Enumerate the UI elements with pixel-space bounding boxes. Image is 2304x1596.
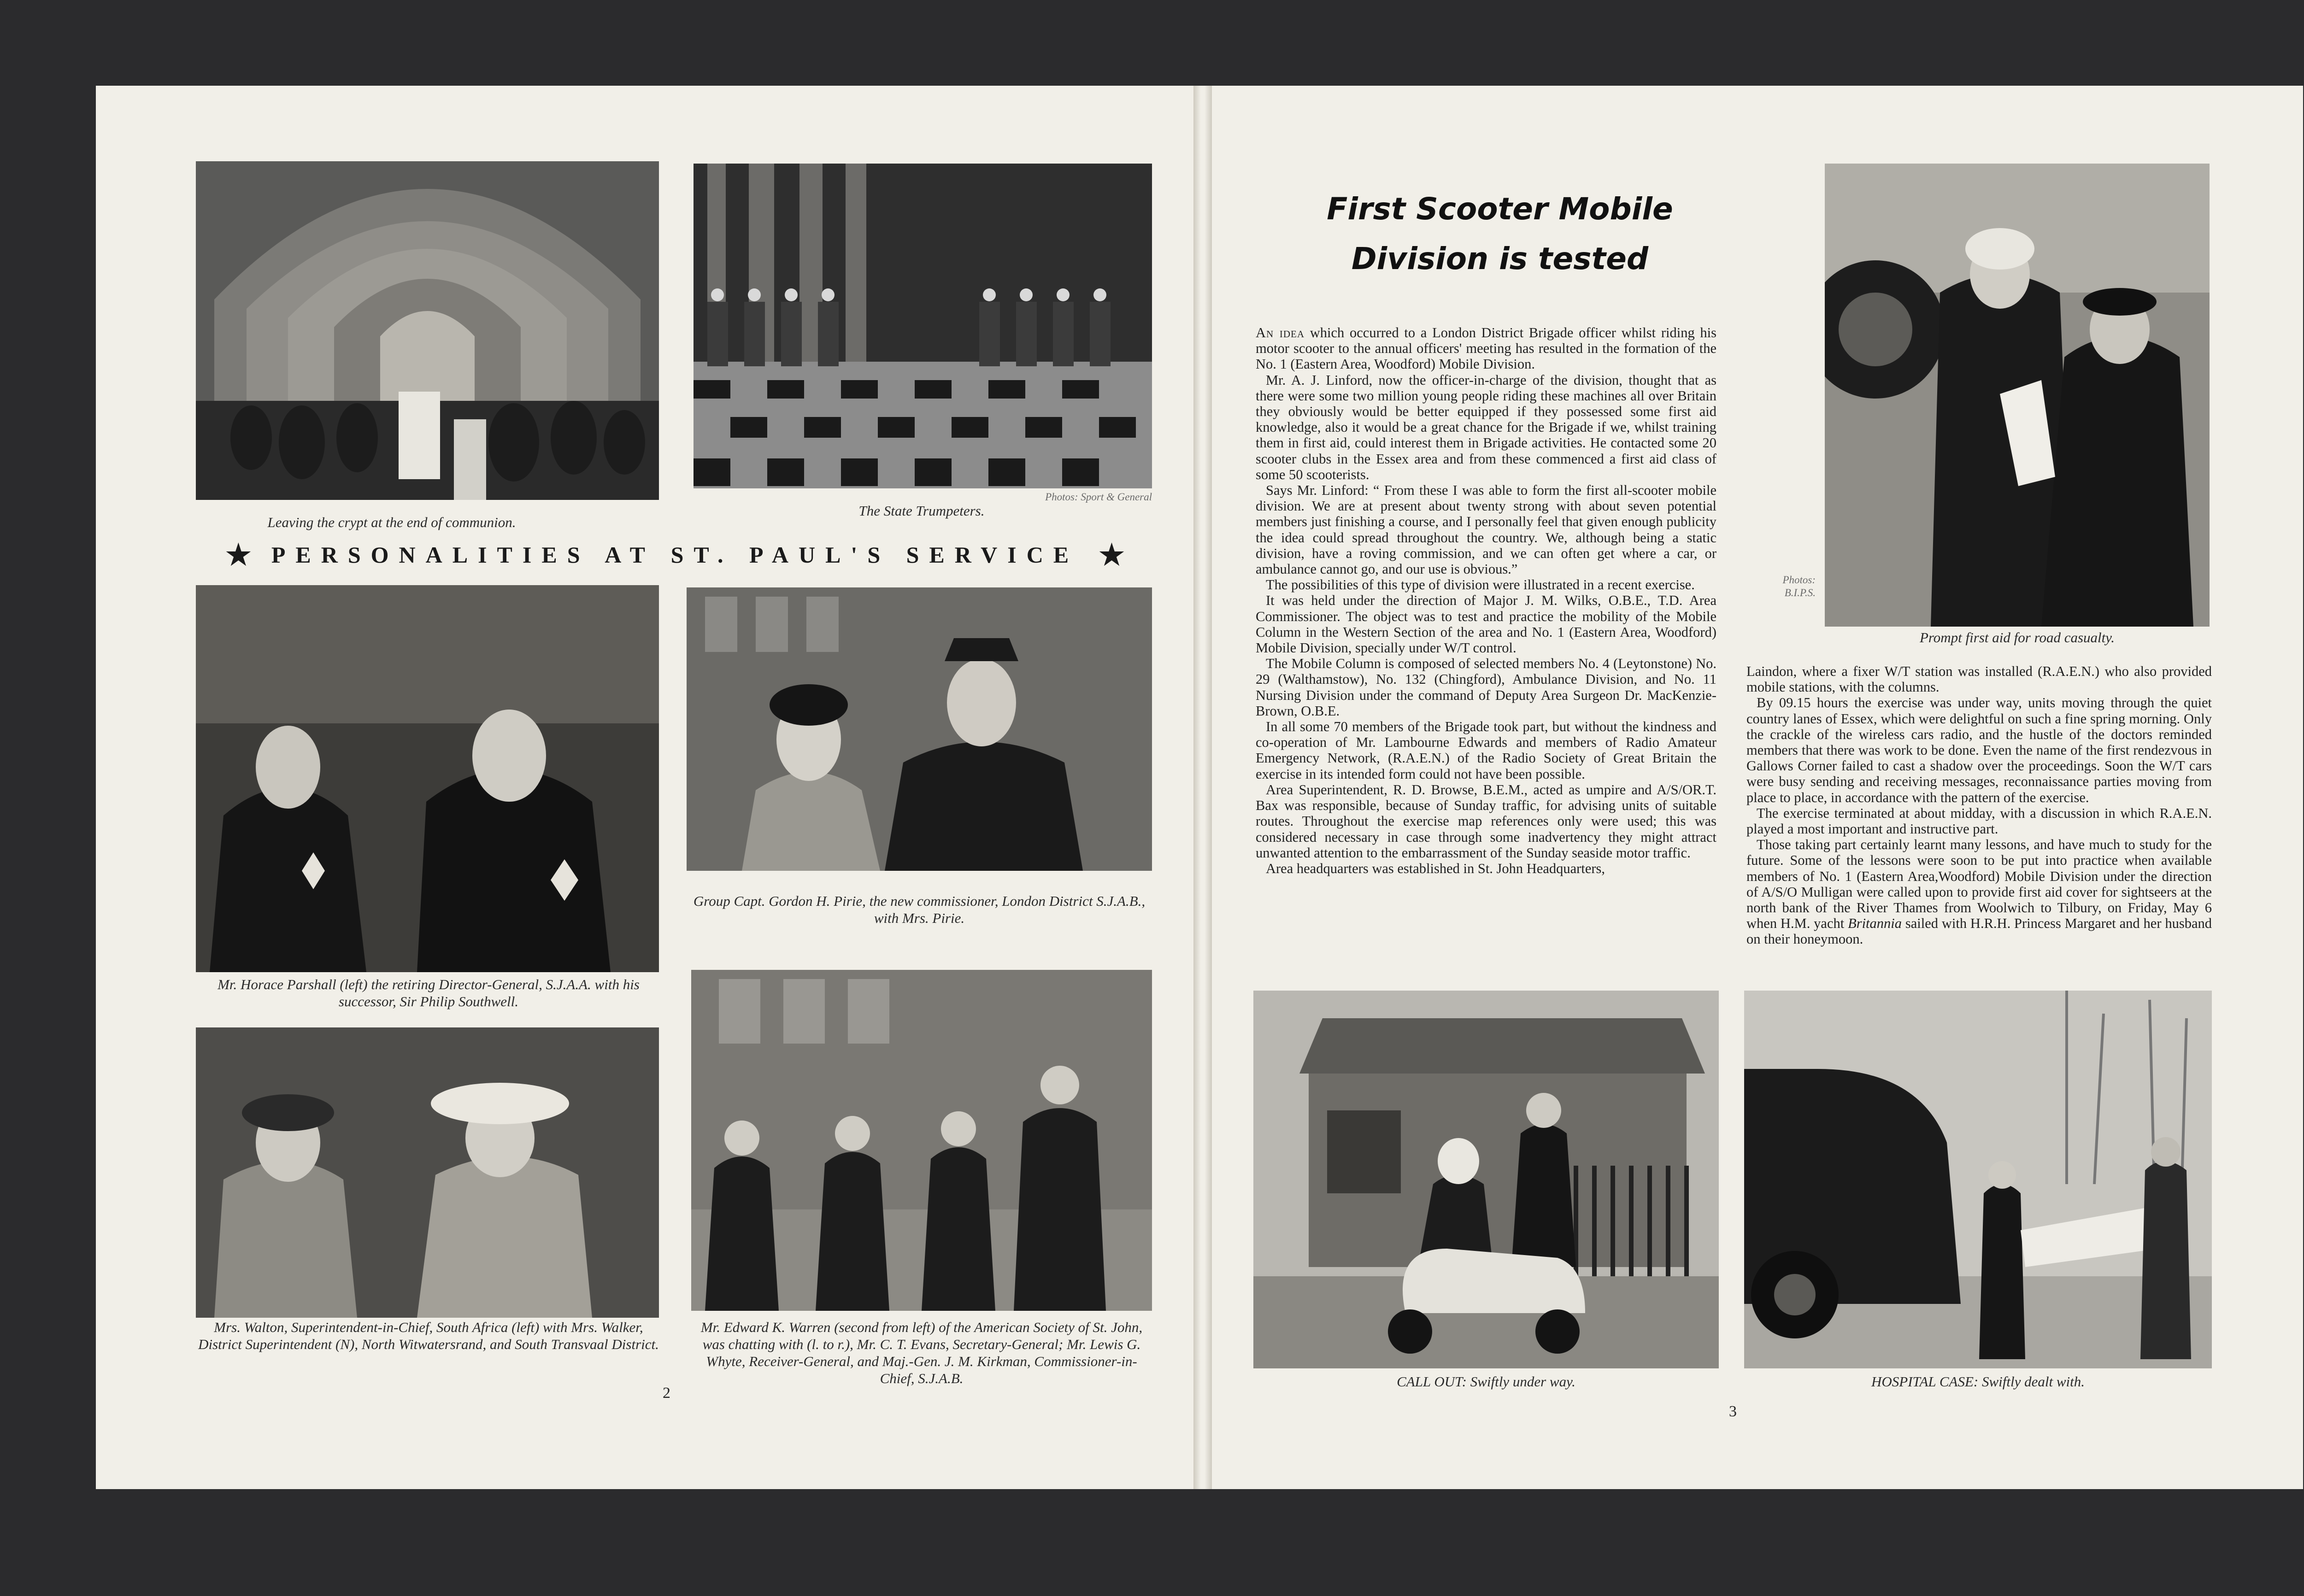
page-number-right: 3 [1729, 1403, 1737, 1420]
star-icon: ★ [1097, 536, 1126, 574]
article-paragraph: Laindon, where a fixer W/T station was installed (R.A.E.N.) who also provided mobile stations, with the columns. [1746, 663, 2212, 695]
article-paragraph: The exercise terminated at about midday, with a discussion in which R.A.E.N. played a most important and instructive part. [1746, 805, 2212, 837]
article-paragraph: Mr. A. J. Linford, now the officer-in-charge of the division, thought that as there were some two million young people riding these machines all over Britain they obviously would be better equipped if they possessed some first aid knowledge, also it would be a great chance for the Brigade if we, whilst training them in first aid, could interest them in Brigade activities. He contacted some 20 scooter clubs in the Essex area and from these commenced a first aid class of some 50 scooterists. [1256, 372, 1716, 482]
article-paragraph: The Mobile Column is composed of selected members No. 4 (Leytonstone) No. 29 (Walthamstow), No. 132 (Chingford), Ambulance Division, and No. 11 Nursing Division under the command of Deputy Area Surgeon Dr. MacKenzie-Brown, O.B.E. [1256, 656, 1716, 719]
photo-hospital-case [1744, 991, 2212, 1368]
article-paragraph: An idea which occurred to a London District Brigade officer whilst riding his motor scooter to the annual officers' meeting has resulted in the formation of the No. 1 (Eastern Area, Woodford) Mobile Division. [1256, 325, 1717, 372]
caption-walton: Mrs. Walton, Superintendent-in-Chief, South Africa (left) with Mrs. Walker, District Superintendent (N), North Witwatersrand, and South Transvaal District. [198, 1319, 659, 1352]
photo-trumpeters [694, 164, 1152, 488]
credit-trumpeters: Photos: Sport & General [1045, 491, 1152, 503]
caption-trumpeters: The State Trumpeters. [858, 503, 985, 519]
article-paragraph: It was held under the direction of Major J. M. Wilks, O.B.E., T.D. Area Commissioner. The object was to test and practice the mobility of the Mobile Column in the Western Section of the area and No. 1 (Eastern Area, Woodford) Mobile Division, specially under W/T control. [1256, 593, 1716, 656]
photo-first-aid [1825, 164, 2210, 627]
article-paragraph: Area headquarters was established in St. John Headquarters, [1266, 860, 1605, 876]
photo-parshall [196, 585, 659, 972]
photo-crypt [196, 161, 659, 500]
star-icon: ★ [224, 536, 253, 574]
photo-walton [196, 1027, 659, 1318]
article-title [1302, 184, 1698, 284]
article-paragraph: Those taking part certainly learnt many lessons, and have much to study for the future. Some of the lessons were soon to be put into practice when available members of No. 1 (Eastern Area,Woodford) Mobile Division under the direction of A/S/O Mulligan were called upon to provide first aid cover for sightseers at the north bank of the River Thames from Woolwich to Tilbury, on Friday, May 6 when H.M. yacht Britannia sailed with H.R.H. Princess Margaret and her husband on their honeymoon. [1746, 837, 2212, 947]
article-paragraph: Says Mr. Linford: “ From these I was able to form the first all-scooter mobile division. We are at present about twenty strong with about seven potential members just finishing a course, and I personally feel that given enough publicity the idea could spread throughout the country. We, although being a static division, have a roving commission, and we can often get where a car, or ambulance cannot go, and our use is obvious.” [1256, 482, 1716, 577]
photo-call-out [1253, 991, 1719, 1368]
caption-warren: Mr. Edward K. Warren (second from left) of the American Society of St. John, was chatting with (l. to r.), Mr. C. T. Evans, Secretary-General; Mr. Lewis G. Whyte, Receiver-General, and Maj.-Gen. J. M. Kirkman, Commissioner-in-Chief, S.J.A.B. [700, 1319, 1143, 1386]
caption-call-out: CALL OUT: Swiftly under way. [1397, 1373, 1575, 1390]
photo-pirie [687, 587, 1152, 871]
article-paragraph: Area Superintendent, R. D. Browse, B.E.M., acted as umpire and A/S/OR.T. Bax was responsible, because of Sunday traffic, for advising units of suitable routes. Throughout the exercise map references only were used; this was considered necessary in case through some inadvertency they might attract unwanted attention to the embarrassment of the Sunday seaside motor traffic. [1256, 781, 1716, 861]
article-title-line1: First Scooter Mobile [1327, 191, 1673, 227]
caption-hospital-case: HOSPITAL CASE: Swiftly dealt with. [1871, 1373, 2085, 1390]
lead-in: An idea [1256, 325, 1305, 340]
banner-text: PERSONALITIES AT ST. PAUL'S SERVICE [271, 542, 1079, 568]
credit-first-aid: Photos: B.I.P.S. [1782, 574, 1816, 598]
article-column-1 [1256, 325, 1716, 876]
photo-warren [691, 970, 1152, 1311]
section-banner [223, 536, 1127, 574]
page-number-left: 2 [663, 1385, 670, 1402]
caption-first-aid: Prompt first aid for road casualty. [1919, 629, 2115, 645]
article-column-2 [1746, 663, 2212, 947]
caption-crypt: Leaving the crypt at the end of communion. [267, 514, 516, 530]
article-paragraph: The possibilities of this type of division were illustrated in a recent exercise. [1266, 577, 1695, 593]
article-paragraph: By 09.15 hours the exercise was under way, units moving through the quiet country lanes of Essex, which were delightful on such a fine spring morning. Only the crackle of the wireless cars radio, and the hustle of the doctors reminded members that there was work to be done. Even the name of the first rendezvous in Gallows Corner failed to cast a shadow over the proceedings. Soon the W/T cars were busy sending and receiving messages, reconnaissance parties moving from place to place, in accordance with the pattern of the exercise. [1746, 695, 2212, 805]
caption-parshall: Mr. Horace Parshall (left) the retiring Director-General, S.J.A.A. with his successor, Sir Philip Southwell. [217, 976, 640, 1009]
article-paragraph: In all some 70 members of the Brigade took part, but without the kindness and co-operation of Mr. Lambourne Edwards and members of Radio Amateur Emergency Network, (R.A.E.N.) of the Radio Society of Great Britain the exercise in its intended form could not have been possible. [1256, 719, 1716, 782]
article-title-line2: Division is tested [1351, 241, 1649, 276]
caption-pirie: Group Capt. Gordon H. Pirie, the new commissioner, London District S.J.A.B., with Mrs. Pirie. [693, 893, 1146, 926]
spine-gutter [1193, 86, 1212, 1489]
